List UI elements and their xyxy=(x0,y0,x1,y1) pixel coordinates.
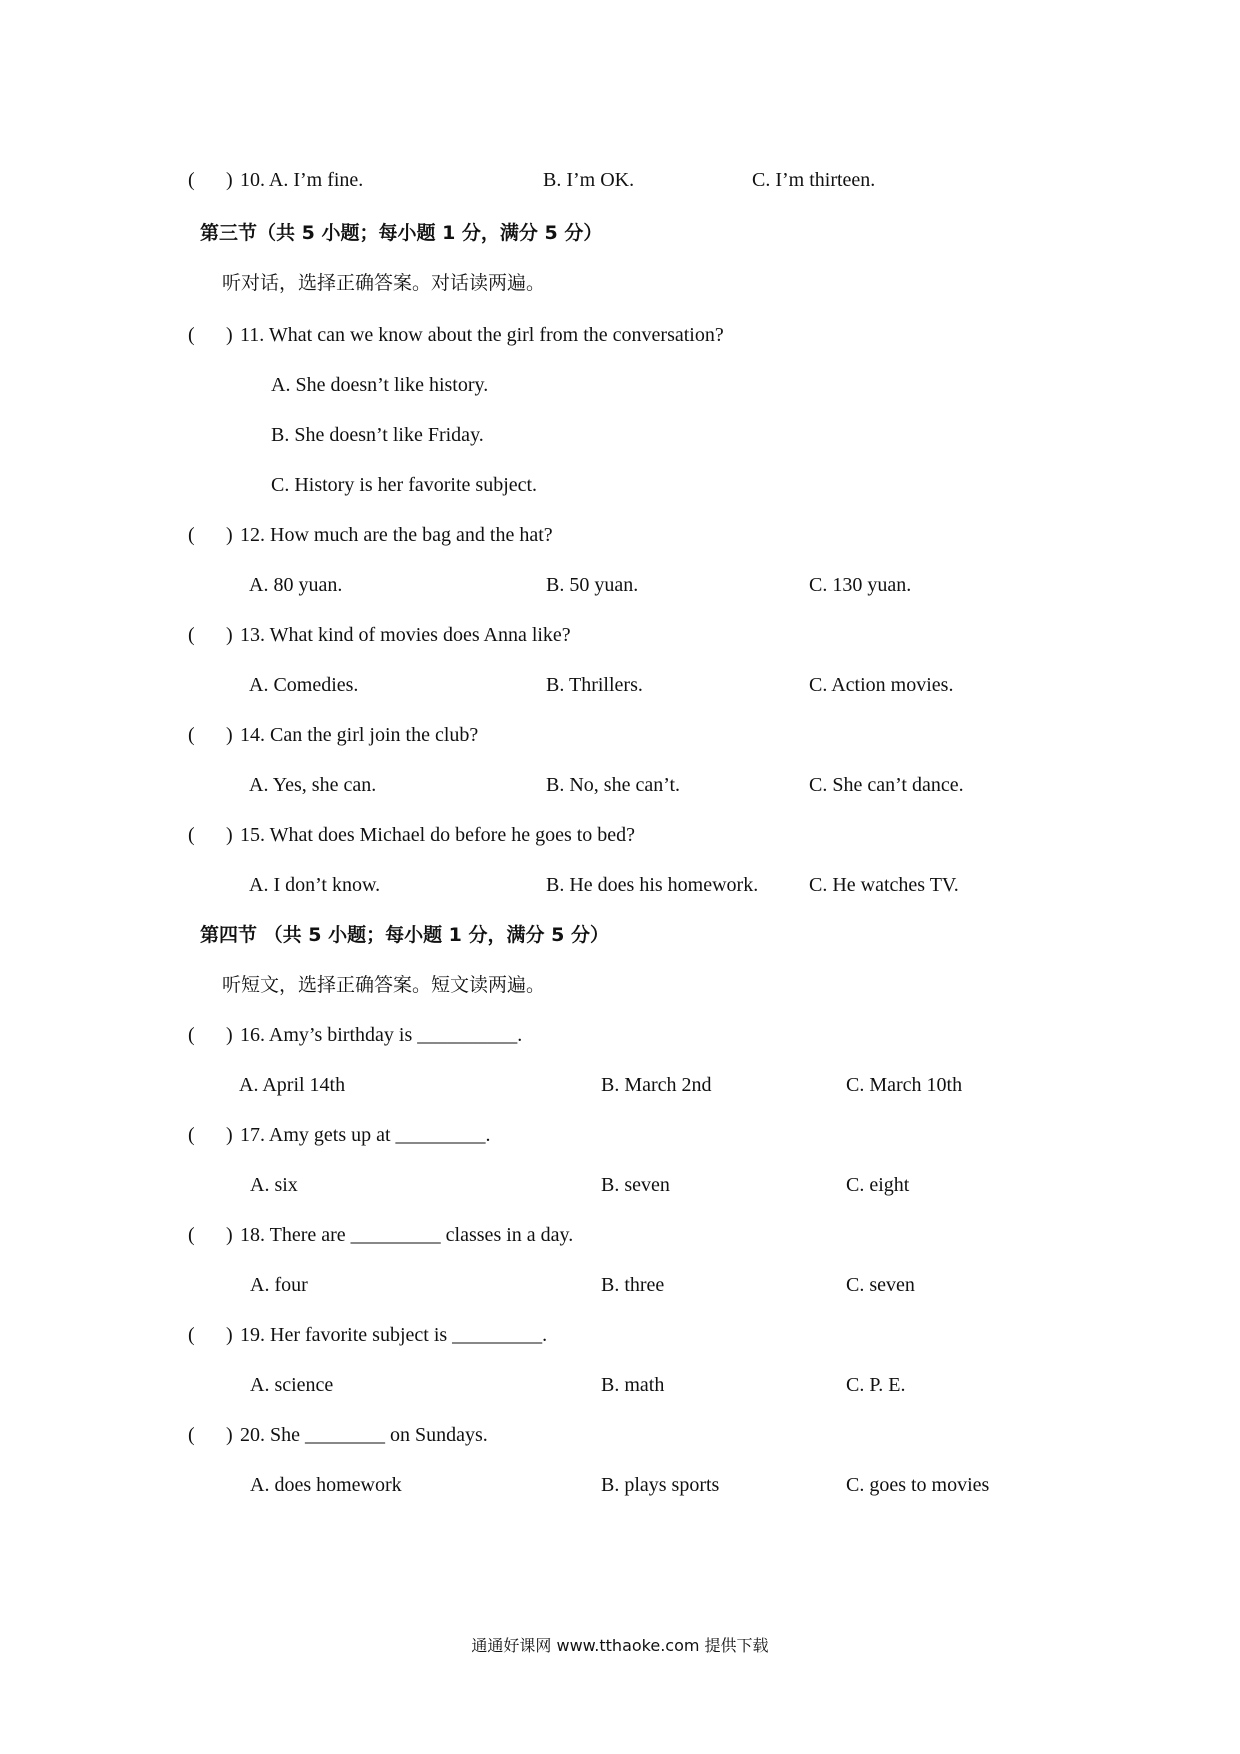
answer-paren-open: ( xyxy=(188,1124,195,1146)
question-10-option-b: B. I’m OK. xyxy=(543,169,635,191)
answer-paren-open: ( xyxy=(188,169,195,191)
answer-paren-close: ) xyxy=(226,324,233,346)
question-17-option-b: B. seven xyxy=(601,1174,670,1196)
question-18-option-b: B. three xyxy=(601,1274,665,1296)
question-15-option-b: B. He does his homework. xyxy=(546,874,759,896)
section-3-instruction: 听对话，选择正确答案。对话读两遍。 xyxy=(222,272,546,294)
answer-paren-open: ( xyxy=(188,324,195,346)
question-18-stem: 18. There are _________ classes in a day. xyxy=(240,1224,574,1246)
question-15-option-c: C. He watches TV. xyxy=(809,874,959,896)
question-16-option-c: C. March 10th xyxy=(846,1074,963,1096)
question-15-option-a: A. I don’t know. xyxy=(249,874,381,896)
question-11-option-b: B. She doesn’t like Friday. xyxy=(271,424,484,446)
question-18-option-a: A. four xyxy=(250,1274,308,1296)
question-11-stem: 11. What can we know about the girl from the conversation? xyxy=(240,324,724,346)
question-16-stem: 16. Amy’s birthday is __________. xyxy=(240,1024,523,1046)
answer-paren-close: ) xyxy=(226,1124,233,1146)
question-13-option-c: C. Action movies. xyxy=(809,674,954,696)
question-11-option-a: A. She doesn’t like history. xyxy=(271,374,489,396)
question-14-stem: 14. Can the girl join the club? xyxy=(240,724,479,746)
answer-paren-open: ( xyxy=(188,724,195,746)
answer-paren-open: ( xyxy=(188,524,195,546)
answer-paren-close: ) xyxy=(226,524,233,546)
answer-paren-close: ) xyxy=(226,1024,233,1046)
question-10-stem: 10. A. I’m fine. xyxy=(240,169,364,191)
question-20-stem: 20. She ________ on Sundays. xyxy=(240,1424,488,1446)
answer-paren-close: ) xyxy=(226,1424,233,1446)
question-10-option-c: C. I’m thirteen. xyxy=(752,169,876,191)
section-4-title: 第四节 （共 5 小题；每小题 1 分，满分 5 分） xyxy=(200,924,609,946)
question-12-option-a: A. 80 yuan. xyxy=(249,574,343,596)
question-20-option-a: A. does homework xyxy=(250,1474,402,1496)
answer-paren-open: ( xyxy=(188,1424,195,1446)
question-14-option-a: A. Yes, she can. xyxy=(249,774,377,796)
question-13-stem: 13. What kind of movies does Anna like? xyxy=(240,624,571,646)
question-11-option-c: C. History is her favorite subject. xyxy=(271,474,538,496)
answer-paren-close: ) xyxy=(226,824,233,846)
answer-paren-open: ( xyxy=(188,824,195,846)
question-14-option-c: C. She can’t dance. xyxy=(809,774,964,796)
question-17-stem: 17. Amy gets up at _________. xyxy=(240,1124,491,1146)
question-12-stem: 12. How much are the bag and the hat? xyxy=(240,524,553,546)
question-16-option-b: B. March 2nd xyxy=(601,1074,712,1096)
answer-paren-close: ) xyxy=(226,624,233,646)
question-13-option-a: A. Comedies. xyxy=(249,674,359,696)
question-17-option-a: A. six xyxy=(250,1174,298,1196)
question-19-stem: 19. Her favorite subject is _________. xyxy=(240,1324,548,1346)
question-14-option-b: B. No, she can’t. xyxy=(546,774,681,796)
page-footer: 通通好课网 www.tthaoke.com 提供下载 xyxy=(471,1636,769,1655)
question-20-option-b: B. plays sports xyxy=(601,1474,720,1496)
answer-paren-close: ) xyxy=(226,724,233,746)
question-12-option-c: C. 130 yuan. xyxy=(809,574,912,596)
answer-paren-open: ( xyxy=(188,624,195,646)
answer-paren-open: ( xyxy=(188,1024,195,1046)
question-16-option-a: A. April 14th xyxy=(239,1074,346,1096)
answer-paren-close: ) xyxy=(226,1224,233,1246)
question-19-option-a: A. science xyxy=(250,1374,334,1396)
answer-paren-close: ) xyxy=(226,169,233,191)
question-19-option-c: C. P. E. xyxy=(846,1374,906,1396)
section-3-title: 第三节（共 5 小题；每小题 1 分，满分 5 分） xyxy=(200,222,603,244)
question-17-option-c: C. eight xyxy=(846,1174,910,1196)
question-15-stem: 15. What does Michael do before he goes to bed? xyxy=(240,824,636,846)
section-4-instruction: 听短文，选择正确答案。短文读两遍。 xyxy=(222,974,546,996)
question-13-option-b: B. Thrillers. xyxy=(546,674,643,696)
question-12-option-b: B. 50 yuan. xyxy=(546,574,639,596)
question-19-option-b: B. math xyxy=(601,1374,665,1396)
answer-paren-close: ) xyxy=(226,1324,233,1346)
answer-paren-open: ( xyxy=(188,1324,195,1346)
answer-paren-open: ( xyxy=(188,1224,195,1246)
question-18-option-c: C. seven xyxy=(846,1274,915,1296)
question-20-option-c: C. goes to movies xyxy=(846,1474,990,1496)
